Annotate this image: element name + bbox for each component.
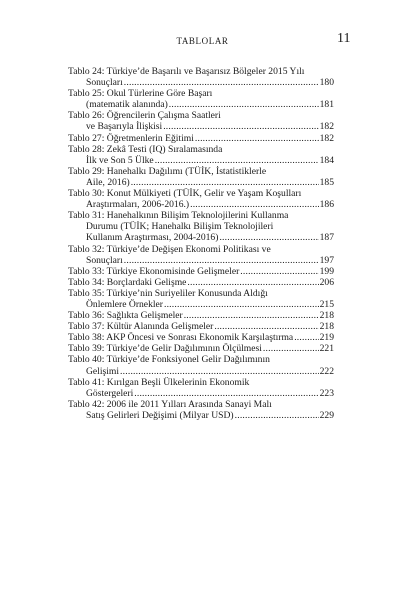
dot-leader: [169, 99, 319, 110]
toc-entry-title: Tablo 39: Türkiye’de Gelir Dağılımının Ölçülmesi: [68, 343, 262, 355]
toc-entry-line: [68, 199, 334, 210]
dot-leader: [124, 77, 319, 88]
toc-entry-line: [68, 321, 334, 332]
dot-leader: [134, 388, 318, 399]
toc-entry-page: 221: [319, 343, 334, 355]
toc-entry-title: Tablo 26: Öğrencilerin Çalışma Saatleri: [68, 110, 221, 122]
dot-leader: [155, 155, 319, 166]
toc-entry-line: [68, 366, 334, 377]
toc-entry: [68, 354, 334, 376]
toc-entry-title: Tablo 28: Zekâ Testi (IQ) Sıralamasında: [68, 143, 223, 155]
dot-leader: [184, 310, 319, 321]
toc-entry: [68, 288, 334, 310]
toc-entry-line: [68, 332, 334, 343]
toc-entry-line: [68, 255, 334, 266]
toc-entry-line: [68, 177, 334, 188]
toc-entry: [68, 133, 334, 144]
toc-entry-line: [68, 133, 334, 144]
toc-entry: [68, 399, 334, 421]
toc-entry-title: Göstergeleri: [86, 387, 134, 399]
toc-entry-title: Tablo 35: Türkiye’nin Suriyeliler Konusunda Aldığı: [68, 287, 268, 299]
dot-leader: [163, 121, 318, 132]
toc-entry-line: [68, 99, 334, 110]
toc-entry-line: [68, 388, 334, 399]
toc-entry-title: Tablo 27: Öğretmenlerin Eğitimi: [68, 132, 194, 144]
toc-entry-line: [68, 410, 334, 421]
toc-entry-title: Tablo 38: AKP Öncesi ve Sonrası Ekonomik Karşılaştırma: [68, 332, 294, 344]
toc-entry-title: Tablo 31: Hanehalkının Bilişim Teknolojilerini Kullanma: [68, 210, 289, 222]
dot-leader: [190, 199, 319, 210]
dot-leader: [195, 133, 319, 144]
toc-entry-line: [68, 399, 334, 410]
toc-entry-title: Sonuçları: [86, 254, 123, 266]
toc-entry-page: 187: [319, 232, 334, 244]
toc-entry-title: Gelişimi: [86, 365, 120, 377]
toc-entry-title: Tablo 24: Türkiye’de Başarılı ve Başarısız Bölgeler 2015 Yılı: [68, 66, 305, 77]
toc-entry-page: 223: [319, 387, 334, 399]
toc-entry-line: [68, 210, 334, 221]
toc-entry-line: [68, 221, 334, 232]
table-list: [68, 66, 334, 421]
toc-entry-title: İlk ve Son 5 Ülke: [86, 154, 154, 166]
toc-entry-title: Aile, 2016): [86, 176, 130, 188]
dot-leader: [131, 177, 319, 188]
dot-leader: [214, 321, 318, 332]
toc-entry-page: 218: [319, 321, 334, 333]
dot-leader: [187, 277, 318, 288]
toc-entry: [68, 210, 334, 243]
toc-entry-page: 197: [319, 254, 334, 266]
toc-entry-title: Sonuçları: [86, 77, 123, 89]
toc-entry-page: 222: [319, 365, 334, 377]
dot-leader: [240, 266, 318, 277]
toc-entry-page: 219: [319, 332, 334, 344]
running-head: TABLOLAR: [176, 36, 229, 46]
toc-entry-line: [68, 144, 334, 155]
toc-entry-title: Araştırmaları, 2006-2016.): [86, 199, 190, 211]
toc-entry-title: ve Başarıyla İlişkisi: [86, 121, 163, 133]
toc-entry-line: [68, 277, 334, 288]
toc-entry-page: 182: [319, 132, 334, 144]
toc-entry-title: Tablo 25: Okul Türlerine Göre Başarı: [68, 88, 213, 100]
toc-entry-title: Tablo 33: Türkiye Ekonomisinde Gelişmeler: [68, 265, 240, 277]
toc-entry-line: [68, 188, 334, 199]
toc-entry-line: [68, 166, 334, 177]
dot-leader: [124, 255, 319, 266]
toc-entry: [68, 66, 334, 88]
toc-entry-page: 206: [319, 276, 334, 288]
toc-entry-title: Tablo 42: 2006 ile 2011 Yılları Arasında Sanayi Malı: [68, 398, 272, 410]
toc-entry-title: Tablo 37: Kültür Alanında Gelişmeler: [68, 321, 214, 333]
toc-entry-page: 199: [319, 265, 334, 277]
dot-leader: [235, 410, 319, 421]
toc-entry-line: [68, 88, 334, 99]
toc-entry-page: 181: [319, 99, 334, 111]
toc-entry-line: [68, 310, 334, 321]
toc-entry-line: [68, 155, 334, 166]
toc-entry-page: 185: [319, 176, 334, 188]
toc-entry-line: [68, 288, 334, 299]
toc-entry-title: Önlemlere Örnekler: [86, 298, 163, 310]
toc-entry-title: Tablo 32: Türkiye’de Değişen Ekonomi Politikası ve: [68, 243, 271, 255]
toc-entry-line: [68, 110, 334, 121]
toc-entry-title: Tablo 34: Borçlardaki Gelişme: [68, 276, 187, 288]
toc-entry: [68, 321, 334, 332]
toc-entry-title: Tablo 30: Konut Mülkiyeti (TÜİK, Gelir ve Yaşam Koşulları: [68, 188, 302, 200]
toc-entry: [68, 110, 334, 132]
toc-entry-page: 218: [319, 310, 334, 322]
toc-entry: [68, 244, 334, 266]
dot-leader: [164, 299, 319, 310]
toc-entry: [68, 277, 334, 288]
toc-entry-line: [68, 232, 334, 243]
toc-entry: [68, 377, 334, 399]
toc-entry-page: 229: [319, 409, 334, 421]
toc-entry-line: [68, 77, 334, 88]
toc-entry: [68, 144, 334, 166]
toc-entry: [68, 343, 334, 354]
toc-entry-title: Tablo 40: Türkiye’de Fonksiyonel Gelir Dağılımının: [68, 354, 270, 366]
toc-entry-line: [68, 266, 334, 277]
dot-leader: [263, 343, 319, 354]
toc-entry-title: Durumu (TÜİK; Hanehalkı Bilişim Teknolojileri: [86, 221, 274, 233]
dot-leader: [120, 366, 319, 377]
toc-entry-title: Kullanım Araştırması, 2004-2016): [86, 232, 219, 244]
toc-entry: [68, 88, 334, 110]
toc-entry-line: [68, 244, 334, 255]
toc-entry-line: [68, 377, 334, 388]
toc-entry-line: [68, 299, 334, 310]
toc-entry-title: Satış Gelirleri Değişimi (Milyar USD): [86, 409, 234, 421]
toc-entry-title: (matematik alanında): [86, 99, 168, 111]
toc-entry: [68, 166, 334, 188]
toc-entry-title: Tablo 29: Hanehalkı Dağılımı (TÜİK, İstatistiklerle: [68, 165, 267, 177]
toc-entry-line: [68, 354, 334, 365]
toc-entry: [68, 332, 334, 343]
toc-entry-title: Tablo 41: Kırılgan Beşli Ülkelerinin Ekonomik: [68, 376, 250, 388]
toc-entry: [68, 310, 334, 321]
toc-entry-page: 215: [319, 298, 334, 310]
toc-entry-page: 186: [319, 199, 334, 211]
toc-entry-line: [68, 121, 334, 132]
page-number: 11: [337, 31, 351, 46]
toc-entry-page: 180: [319, 77, 334, 89]
toc-entry-line: [68, 66, 334, 77]
toc-entry-title: Tablo 36: Sağlıkta Gelişmeler: [68, 310, 183, 322]
toc-entry: [68, 266, 334, 277]
toc-entry-page: 182: [319, 121, 334, 133]
dot-leader: [294, 332, 318, 343]
toc-entry-line: [68, 343, 334, 354]
toc-entry-page: 184: [319, 154, 334, 166]
dot-leader: [219, 232, 318, 243]
toc-entry: [68, 188, 334, 210]
